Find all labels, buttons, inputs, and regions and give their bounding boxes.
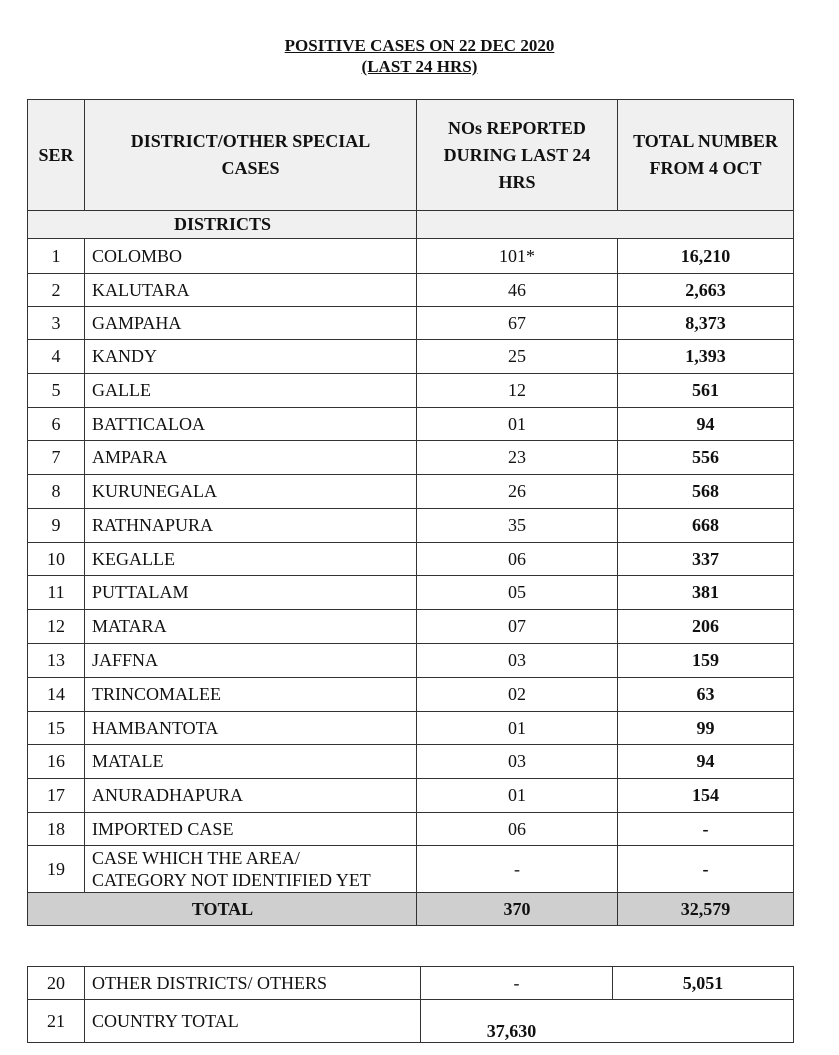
district-cell: KEGALLE: [85, 543, 417, 576]
reported-cell: 35: [417, 509, 618, 543]
district-cell: PUTTALAM: [85, 576, 417, 610]
ser-cell: 16: [28, 745, 85, 779]
table-row: [28, 475, 794, 509]
ser-cell: 2: [28, 274, 85, 307]
table-row: [28, 576, 794, 610]
total-reported: 370: [417, 893, 618, 926]
ser-cell: 1: [28, 239, 85, 274]
table-row: [28, 509, 794, 543]
table-row: [28, 307, 794, 340]
district-cell: RATHNAPURA: [85, 509, 417, 543]
total-cell: 159: [618, 644, 794, 678]
title-line-2: (LAST 24 HRS): [361, 57, 478, 76]
total-cumulative: 32,579: [618, 893, 794, 926]
district-cell: KANDY: [85, 340, 417, 374]
header-ser: SER: [28, 100, 85, 211]
district-cell: KALUTARA: [85, 274, 417, 307]
district-cell: TRINCOMALEE: [85, 678, 417, 712]
total-cell: 561: [618, 374, 794, 408]
reported-cell: 01: [417, 779, 618, 813]
ser-cell: 9: [28, 509, 85, 543]
total-cell: 337: [618, 543, 794, 576]
header-total: TOTAL NUMBER FROM 4 OCT: [618, 100, 794, 211]
reported-cell: 06: [417, 813, 618, 846]
ser-cell: 18: [28, 813, 85, 846]
total-cell: 99: [618, 712, 794, 745]
total-cell: 568: [618, 475, 794, 509]
total-cell: 8,373: [618, 307, 794, 340]
total-cell: 556: [618, 441, 794, 475]
ser-cell: 20: [28, 967, 85, 1000]
district-cell: KURUNEGALA: [85, 475, 417, 509]
reported-cell: 25: [417, 340, 618, 374]
district-cell: GALLE: [85, 374, 417, 408]
total-cell: 2,663: [618, 274, 794, 307]
table-row: [28, 813, 794, 846]
ser-cell: 6: [28, 408, 85, 441]
reported-cell: 01: [417, 712, 618, 745]
table-row: [28, 712, 794, 745]
ser-cell: 21: [28, 1000, 85, 1043]
reported-cell: 46: [417, 274, 618, 307]
header-district: DISTRICT/OTHER SPECIAL CASES: [85, 100, 417, 211]
reported-cell: 06: [417, 543, 618, 576]
ser-cell: 4: [28, 340, 85, 374]
ser-cell: 5: [28, 374, 85, 408]
reported-cell: 67: [417, 307, 618, 340]
total-cell: 154: [618, 779, 794, 813]
district-cell: GAMPAHA: [85, 307, 417, 340]
ser-cell: 11: [28, 576, 85, 610]
reported-cell: 26: [417, 475, 618, 509]
total-cell: 381: [618, 576, 794, 610]
ser-cell: 8: [28, 475, 85, 509]
table-row: [28, 239, 794, 274]
district-cell: JAFFNA: [85, 644, 417, 678]
district-cell: HAMBANTOTA: [85, 712, 417, 745]
total-cell: 1,393: [618, 340, 794, 374]
district-name-line-1: CASE WHICH THE AREA/: [92, 848, 300, 868]
reported-cell: 12: [417, 374, 618, 408]
header-reported: NOs REPORTED DURING LAST 24 HRS: [417, 100, 618, 211]
total-cell: 206: [618, 610, 794, 644]
total-cell: 5,051: [613, 967, 794, 1000]
reported-cell: 02: [417, 678, 618, 712]
district-cell: IMPORTED CASE: [85, 813, 417, 846]
table-row: [28, 441, 794, 475]
page-title: [0, 35, 839, 77]
cases-table: [27, 99, 794, 926]
table-row: [28, 274, 794, 307]
ser-cell: 13: [28, 644, 85, 678]
table-row: [28, 340, 794, 374]
table-row: [28, 745, 794, 779]
total-cell: -: [618, 813, 794, 846]
total-cell: 63: [618, 678, 794, 712]
ser-cell: 7: [28, 441, 85, 475]
district-cell: MATARA: [85, 610, 417, 644]
total-cell: 94: [618, 408, 794, 441]
ser-cell: 15: [28, 712, 85, 745]
other-row-20: [28, 967, 794, 1000]
reported-cell: 05: [417, 576, 618, 610]
district-cell: COLOMBO: [85, 239, 417, 274]
ser-cell: 10: [28, 543, 85, 576]
total-cell: -: [618, 846, 794, 893]
table-row: [28, 644, 794, 678]
other-row-21: [28, 1000, 794, 1043]
table-row: [28, 543, 794, 576]
total-label: TOTAL: [191, 898, 254, 919]
total-cell: 94: [618, 745, 794, 779]
other-table: [27, 966, 794, 1043]
reported-cell: 01: [417, 408, 618, 441]
district-cell: COUNTRY TOTAL: [85, 1000, 421, 1043]
title-line-1: POSITIVE CASES ON 22 DEC 2020: [284, 36, 555, 55]
table-row: [28, 374, 794, 408]
ser-cell: 19: [28, 846, 85, 893]
country-total-value: 37,630: [486, 1021, 537, 1041]
district-cell: ANURADHAPURA: [85, 779, 417, 813]
table-row: [28, 610, 794, 644]
table-row: [28, 678, 794, 712]
ser-cell: 3: [28, 307, 85, 340]
districts-section-blank: [417, 211, 794, 239]
table-row-19: [28, 846, 794, 893]
ser-cell: 17: [28, 779, 85, 813]
reported-cell: -: [421, 967, 613, 1000]
reported-cell: -: [417, 846, 618, 893]
ser-cell: 14: [28, 678, 85, 712]
total-cell: 668: [618, 509, 794, 543]
district-cell: [85, 846, 417, 893]
districts-label: DISTRICTS: [173, 214, 272, 234]
ser-cell: 12: [28, 610, 85, 644]
district-cell: BATTICALOA: [85, 408, 417, 441]
district-cell: MATALE: [85, 745, 417, 779]
table-row: [28, 779, 794, 813]
district-cell: OTHER DISTRICTS/ OTHERS: [85, 967, 421, 1000]
district-cell: AMPARA: [85, 441, 417, 475]
table-row: [28, 408, 794, 441]
reported-cell: 03: [417, 644, 618, 678]
reported-cell: 23: [417, 441, 618, 475]
reported-cell: 07: [417, 610, 618, 644]
reported-cell: 101*: [417, 239, 618, 274]
header-row: [28, 100, 794, 211]
districts-section-row: [28, 211, 794, 239]
total-cell: 16,210: [618, 239, 794, 274]
total-row: [28, 893, 794, 926]
district-name-line-2: CATEGORY NOT IDENTIFIED YET: [92, 870, 371, 890]
reported-cell: 03: [417, 745, 618, 779]
